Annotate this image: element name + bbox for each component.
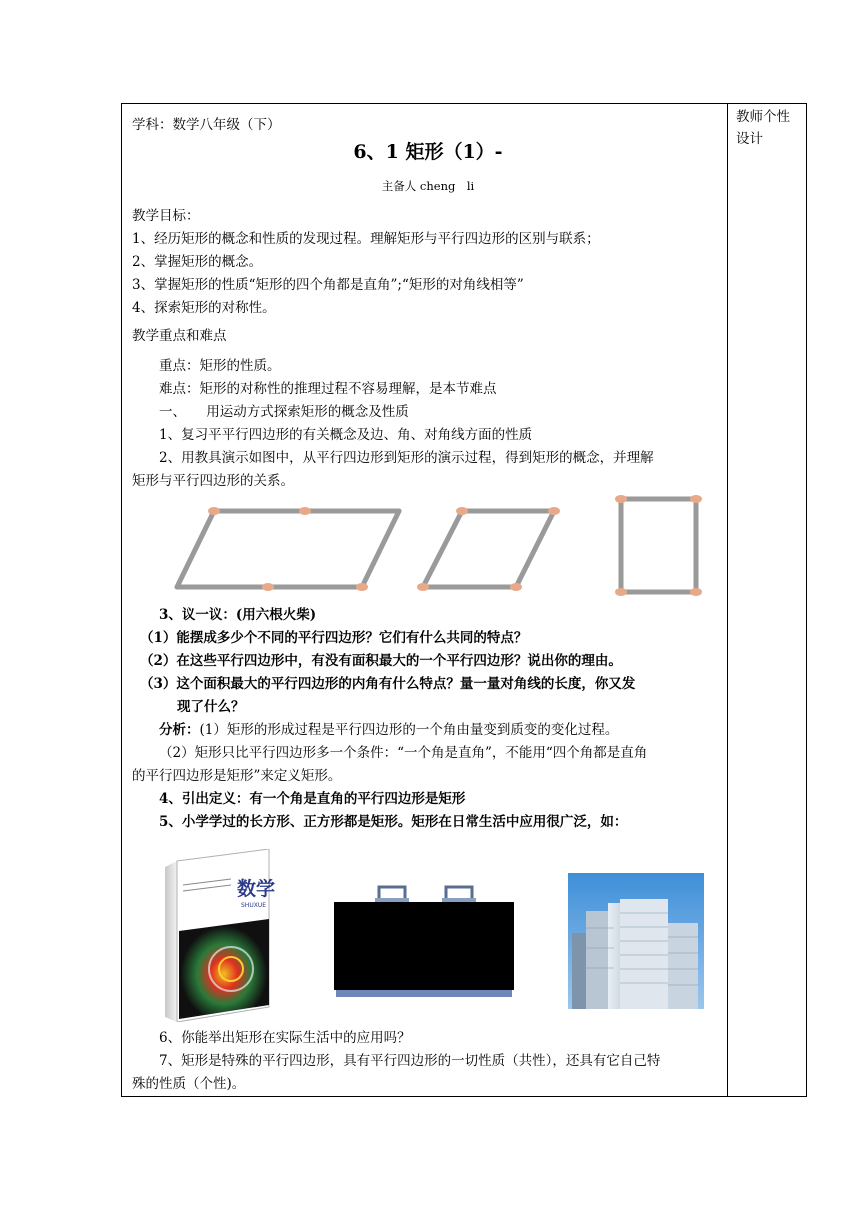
closing-statement-continued: 殊的性质（个性)。 <box>132 1076 246 1092</box>
page-title: 6、1 矩形（1）- <box>353 141 503 163</box>
author-line: 主备人 cheng li <box>381 179 475 193</box>
lesson-table <box>121 103 807 1097</box>
analysis-line <box>159 719 618 742</box>
analysis-text: (1）矩形的形成过程是平行四边形的一个角由量变到质变的变化过程。 <box>199 722 619 738</box>
rectangle-square <box>615 495 702 596</box>
definition: 4、引出定义：有一个角是直角的平行四边形是矩形 <box>159 791 466 807</box>
closing-statement: 7、矩形是特殊的平行四边形，具有平行四边形的一切性质（共性），还具有它自己特 <box>159 1053 661 1069</box>
book-title: 数学 <box>237 878 276 900</box>
discussion-question: （2）在这些平行四边形中，有没有面积最大的一个平行四边形？说出你的理由。 <box>140 653 622 669</box>
briefcase-image <box>334 884 516 999</box>
section-heading: 一、 用运动方式探索矩形的概念及性质 <box>159 404 409 420</box>
closing-question: 6、你能举出矩形在实际生活中的应用吗？ <box>159 1030 411 1046</box>
objective-item: 4、探索矩形的对称性。 <box>132 300 276 316</box>
analysis-line: （2）矩形只比平行四边形多一个条件：“一个角是直角”，不能用“四个角都是直角 <box>159 745 648 761</box>
objective-item: 2、掌握矩形的概念。 <box>132 254 263 270</box>
skyscraper-image <box>568 873 704 1009</box>
step-2: 2、用教具演示如图中，从平行四边形到矩形的演示过程，得到矩形的概念，并理解 <box>159 450 654 466</box>
examples-intro: 5、小学学过的长方形、正方形都是矩形。矩形在日常生活中应用很广泛，如： <box>159 814 628 830</box>
parallelogram-wide <box>177 507 399 591</box>
parallelogram-narrow <box>417 507 560 591</box>
book-subtitle: SHUXUE <box>241 902 267 909</box>
key-points-heading: 教学重点和难点 <box>132 328 227 344</box>
teacher-notes-label: 教师个性设计 <box>736 109 790 147</box>
subject-line: 学科：数学八年级（下） <box>132 117 281 133</box>
objective-item: 1、经历矩形的概念和性质的发现过程。理解矩形与平行四边形的区别与联系； <box>132 231 600 247</box>
discussion-question-continued: 现了什么？ <box>177 699 245 715</box>
objectives-heading: 教学目标： <box>132 208 200 224</box>
teacher-notes-column <box>736 106 802 150</box>
objective-item: 3、掌握矩形的性质“矩形的四个角都是直角”;“矩形的对角线相等” <box>132 277 524 293</box>
matchstick-figures <box>169 492 729 608</box>
focus-point: 重点：矩形的性质。 <box>159 358 281 374</box>
math-textbook-image <box>165 849 277 1022</box>
step-1: 1、复习平平行四边形的有关概念及边、角、对角线方面的性质 <box>159 427 533 443</box>
analysis-line-continued: 的平行四边形是矩形”来定义矩形。 <box>132 768 342 784</box>
discussion-question: （1）能摆成多少个不同的平行四边形？它们有什么共同的特点？ <box>140 630 528 646</box>
analysis-label: 分析： <box>159 722 200 738</box>
discussion-heading: 3、议一议：(用六根火柴) <box>159 607 317 623</box>
step-2-continued: 矩形与平行四边形的关系。 <box>132 473 294 489</box>
difficulty-point: 难点：矩形的对称性的推理过程不容易理解，是本节难点 <box>159 381 497 397</box>
discussion-question: （3）这个面积最大的平行四边形的内角有什么特点？量一量对角线的长度，你又发 <box>140 676 636 692</box>
